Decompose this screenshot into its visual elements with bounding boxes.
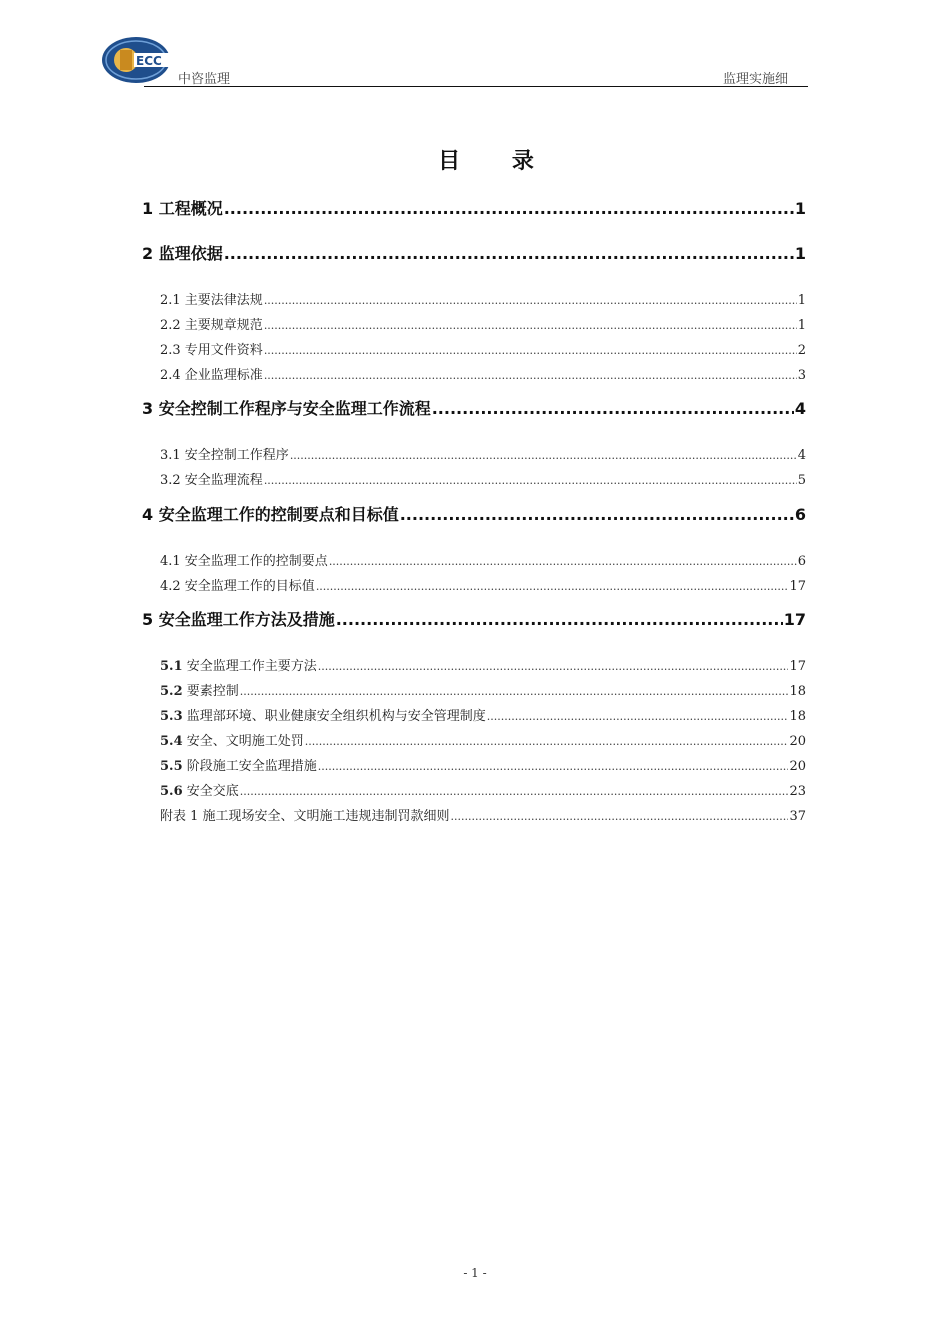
toc-entry-label: 4 安全监理工作的控制要点和目标值	[142, 502, 399, 525]
toc-entry-label: 3 安全控制工作程序与安全监理工作流程	[142, 396, 431, 419]
toc-entry[interactable]	[160, 364, 806, 383]
toc-entry-label: 4.1 安全监理工作的控制要点	[160, 550, 328, 569]
toc-leader	[318, 660, 789, 673]
toc-leader	[318, 760, 789, 773]
toc-leader	[432, 399, 794, 418]
toc-entry-label: 2.1 主要法律法规	[160, 289, 263, 308]
toc-title: 目 录	[438, 149, 556, 174]
toc-entry[interactable]	[160, 655, 806, 674]
toc-entry[interactable]	[160, 314, 806, 333]
toc-entry-label: 3.2 安全监理流程	[160, 469, 263, 488]
toc-entry-text: 安全监理工作主要方法	[182, 659, 317, 674]
toc-leader	[264, 369, 797, 382]
toc-entry-number: 5.4	[160, 734, 183, 749]
toc-entry-label	[160, 755, 317, 774]
toc-entry-number: 5.5	[160, 759, 183, 774]
toc-entry[interactable]	[160, 730, 806, 749]
toc-entry[interactable]	[160, 680, 806, 699]
toc-entry-page: 18	[789, 709, 806, 724]
toc-entry-page: 6	[794, 505, 806, 524]
toc-leader	[305, 735, 789, 748]
toc-entry[interactable]	[160, 550, 806, 569]
toc-entry-page: 3	[797, 368, 806, 383]
svg-text:ECC: ECC	[136, 54, 162, 68]
page-number: - 1 -	[463, 1266, 487, 1280]
toc-entry-label	[160, 705, 486, 724]
toc-entry-page: 1	[794, 199, 806, 218]
toc-entry[interactable]	[160, 780, 806, 799]
toc-entry-text: 安全、文明施工处罚	[182, 734, 304, 749]
toc-leader	[224, 244, 794, 263]
toc-entry-page: 17	[783, 610, 806, 629]
toc-entry-label: 4.2 安全监理工作的目标值	[160, 575, 315, 594]
toc-leader	[451, 810, 789, 823]
toc-entry-text: 监理部环境、职业健康安全组织机构与安全管理制度	[182, 709, 486, 724]
toc-leader	[290, 449, 797, 462]
toc-entry-page: 5	[797, 473, 806, 488]
toc-entry[interactable]	[142, 607, 806, 630]
toc-entry-label: 附表 1 施工现场安全、文明施工违规违制罚款细则	[160, 805, 450, 824]
toc-entry[interactable]	[142, 396, 806, 419]
toc-entry-label: 1 工程概况	[142, 196, 223, 219]
toc-leader	[240, 685, 789, 698]
toc-entry-label: 2.2 主要规章规范	[160, 314, 263, 333]
toc-entry-number: 5.1	[160, 659, 183, 674]
toc-entry-label: 2.4 企业监理标准	[160, 364, 263, 383]
toc-entry-page: 1	[794, 244, 806, 263]
toc-entry-number: 5.2	[160, 684, 183, 699]
toc-entry-page: 23	[789, 784, 806, 799]
toc-entry[interactable]	[160, 289, 806, 308]
toc-entry-label	[160, 780, 239, 799]
toc-entry-label: 3.1 安全控制工作程序	[160, 444, 289, 463]
toc-entry[interactable]	[142, 241, 806, 264]
header-company: 中咨监理	[178, 72, 231, 87]
toc-entry[interactable]	[160, 575, 806, 594]
toc-entry[interactable]	[160, 444, 806, 463]
toc-entry-label: 2.3 专用文件资料	[160, 339, 263, 358]
toc-entry-page: 6	[797, 554, 806, 569]
toc-entry[interactable]	[160, 469, 806, 488]
toc-leader	[264, 474, 797, 487]
toc-entry[interactable]	[160, 755, 806, 774]
toc-entry-page: 20	[789, 734, 806, 749]
toc-entry-page: 18	[789, 684, 806, 699]
toc-leader	[264, 344, 797, 357]
toc-leader	[264, 294, 797, 307]
toc-entry[interactable]	[142, 502, 806, 525]
ecc-logo-icon	[100, 34, 178, 86]
toc-leader	[336, 610, 783, 629]
toc-entry-page: 2	[797, 343, 806, 358]
toc-leader	[316, 580, 789, 593]
toc-entry-page: 17	[789, 579, 806, 594]
toc-entry-label	[160, 680, 239, 699]
toc-leader	[329, 555, 797, 568]
toc-entry-label	[160, 730, 304, 749]
toc-entry[interactable]	[160, 705, 806, 724]
toc-entry-page: 37	[789, 809, 806, 824]
toc-entry[interactable]	[142, 196, 806, 219]
toc-entry-page: 17	[789, 659, 806, 674]
toc-entry-text: 要素控制	[182, 684, 239, 699]
toc-leader	[400, 505, 794, 524]
toc-entry-page: 4	[797, 448, 806, 463]
toc-entry-page: 1	[797, 293, 806, 308]
toc-entry-text: 安全交底	[182, 784, 239, 799]
toc-leader	[487, 710, 789, 723]
toc-entry-text: 阶段施工安全监理措施	[182, 759, 317, 774]
toc-entry-label: 5 安全监理工作方法及措施	[142, 607, 335, 630]
toc-leader	[240, 785, 789, 798]
toc-entry-number: 5.6	[160, 784, 183, 799]
toc-entry-page: 4	[794, 399, 806, 418]
toc-entry[interactable]	[160, 805, 806, 824]
toc-entry-page: 20	[789, 759, 806, 774]
toc-leader	[264, 319, 797, 332]
toc-entry-page: 1	[797, 318, 806, 333]
toc-leader	[224, 199, 794, 218]
header-doc-title: 监理实施细	[722, 72, 788, 87]
toc-entry-label: 2 监理依据	[142, 241, 223, 264]
toc-entry-number: 5.3	[160, 709, 183, 724]
toc-entry-label	[160, 655, 317, 674]
header-divider	[144, 86, 808, 87]
page-header	[100, 34, 808, 88]
toc-entry[interactable]	[160, 339, 806, 358]
